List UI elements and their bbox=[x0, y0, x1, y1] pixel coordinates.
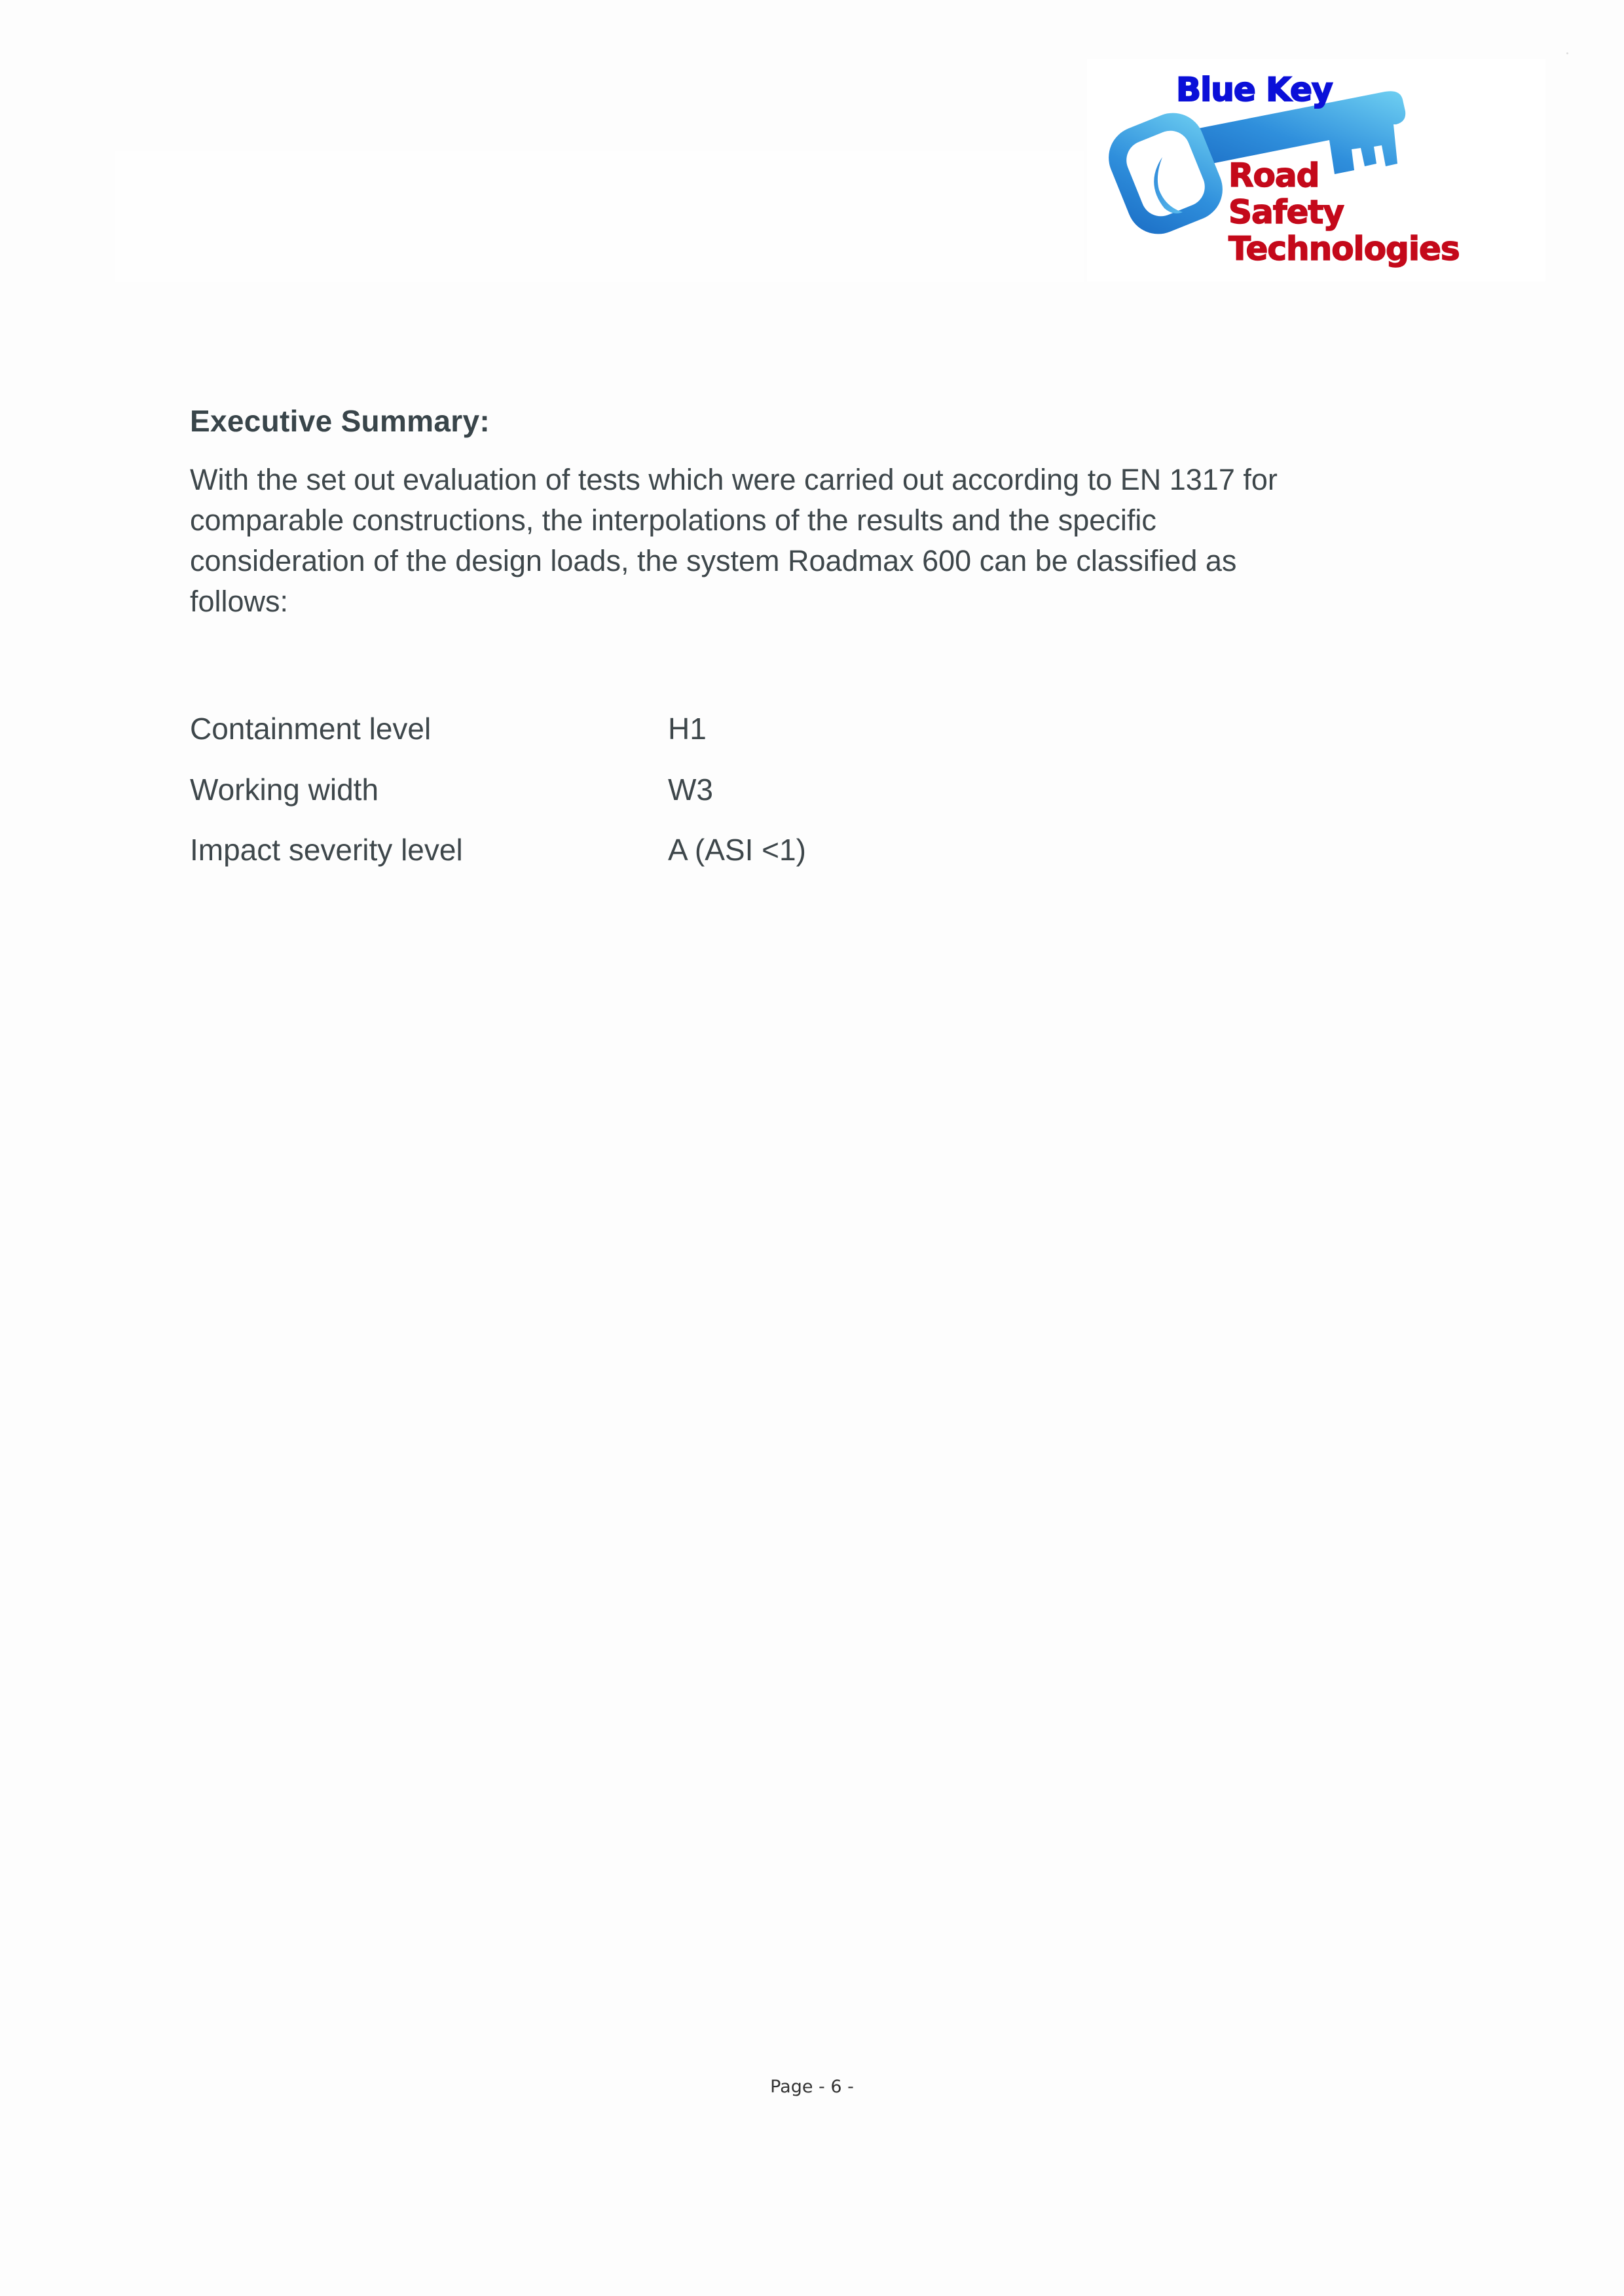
classification-value: H1 bbox=[668, 712, 707, 746]
logo-tagline-technologies: Technologies bbox=[1228, 230, 1460, 268]
logo-tagline-safety: Safety bbox=[1228, 193, 1344, 231]
classification-label: Containment level bbox=[190, 712, 432, 746]
classification-row-impact-severity bbox=[190, 827, 1107, 888]
summary-paragraph bbox=[190, 460, 1434, 622]
section-title: Executive Summary: bbox=[190, 404, 490, 438]
summary-line: comparable constructions, the interpolations of the results and the specific bbox=[190, 503, 1156, 537]
classification-value: A (ASI <1) bbox=[668, 833, 806, 867]
scan-artifact bbox=[1566, 52, 1568, 54]
classification-label: Impact severity level bbox=[190, 833, 463, 867]
classification-table bbox=[190, 706, 1107, 888]
classification-value: W3 bbox=[668, 772, 713, 807]
summary-line: follows: bbox=[190, 585, 289, 618]
classification-row-containment bbox=[190, 706, 1107, 767]
classification-row-working-width bbox=[190, 767, 1107, 828]
classification-label: Working width bbox=[190, 772, 379, 807]
company-logo bbox=[1087, 59, 1545, 282]
header-blank-area bbox=[115, 151, 1084, 282]
summary-line: consideration of the design loads, the system Roadmax 600 can be classified as bbox=[190, 544, 1237, 577]
logo-brand-text: Blue Key bbox=[1176, 71, 1333, 109]
page-number: Page - 6 - bbox=[770, 2077, 854, 2097]
logo-tagline-road: Road bbox=[1228, 156, 1320, 194]
summary-line: With the set out evaluation of tests which were carried out according to EN 1317 for bbox=[190, 463, 1278, 496]
